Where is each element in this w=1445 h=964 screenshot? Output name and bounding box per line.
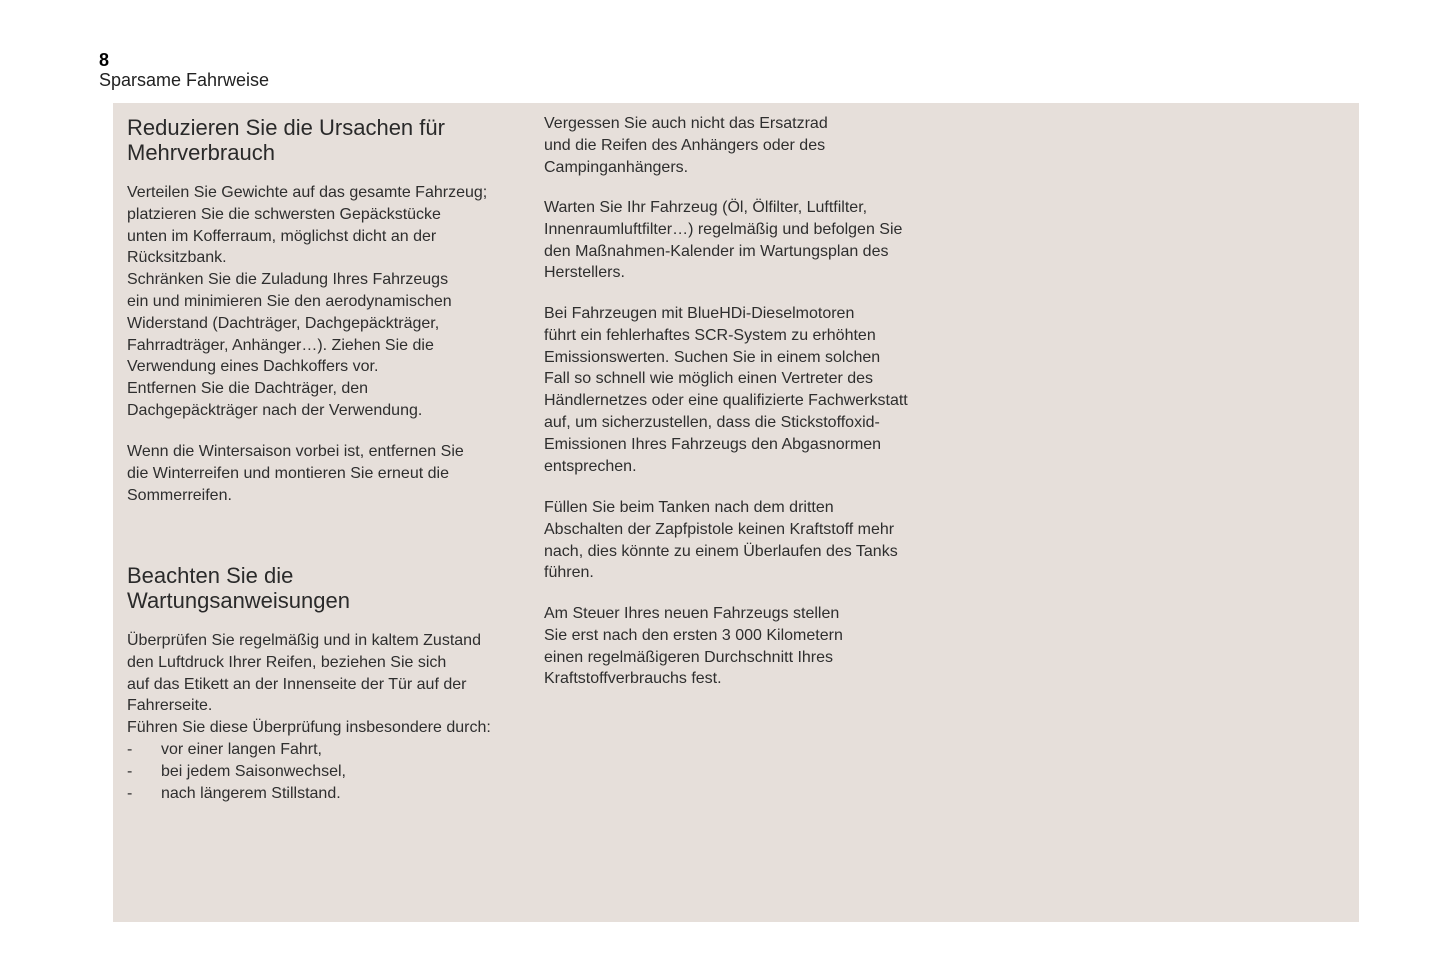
check-occasions-list	[127, 739, 527, 804]
paragraph-service-schedule: Warten Sie Ihr Fahrzeug (Öl, Ölfilter, Luftfilter, Innenraumluftfilter…) regelmäßig und befolgen Sie den Maßnahmen-Kalender im Wartungsplan des Herstellers.	[544, 199, 903, 282]
list-item-text: vor einer langen Fahrt,	[161, 741, 322, 758]
content-panel	[113, 103, 1359, 922]
list-item	[127, 761, 527, 783]
bullet-dash: -	[127, 784, 133, 802]
paragraph-scr-system: Bei Fahrzeugen mit BlueHDi-Dieselmotoren führt ein fehlerhaftes SCR-System zu erhöhten Emissionswerten. Suchen Sie in einem solchen Fall so schnell wie möglich einen Vertreter des Händlernetzes oder eine qualifizierte Fachwerkstatt auf, um sicherzustellen, dass die Stickstoffoxid- Emissionen Ihres Fahrzeugs den Abgasnormen entsprechen.	[544, 305, 908, 475]
heading-reduce-consumption: Reduzieren Sie die Ursachen für Mehrverbrauch	[127, 115, 445, 165]
bullet-dash: -	[127, 741, 133, 758]
paragraph-tyre-pressure: Überprüfen Sie regelmäßig und in kaltem Zustand den Luftdruck Ihrer Reifen, beziehen Sie sich auf das Etikett an der Innenseite der Tür auf der Fahrerseite. Führen Sie diese Überprüfung insbesondere durch:	[127, 632, 491, 737]
paragraph-weight-distribution: Verteilen Sie Gewichte auf das gesamte Fahrzeug; platzieren Sie die schwersten Gepäckstücke unten im Kofferraum, möglichst dicht an der Rücksitzbank. Schränken Sie die Zuladung Ihres Fahrzeugs ein und minimieren Sie den aerodynamischen Widerstand (Dachträger, Dachgepäckträger, Fahrradträger, Anhänger…). Ziehen Sie die Verwendung eines Dachkoffers vor. Entfernen Sie die Dachträger, den Dachgepäckträger nach der Verwendung.	[127, 184, 488, 419]
heading-maintenance: Beachten Sie die Wartungsanweisungen	[127, 563, 350, 613]
list-item-text: nach längerem Stillstand.	[161, 784, 341, 802]
page-section-title: Sparsame Fahrweise	[99, 70, 270, 90]
bullet-dash: -	[127, 762, 133, 780]
list-item-text: bei jedem Saisonwechsel,	[161, 762, 346, 780]
page-number: 8	[99, 50, 110, 70]
paragraph-refuelling: Füllen Sie beim Tanken nach dem dritten Abschalten der Zapfpistole keinen Kraftstoff mehr nach, dies könnte zu einem Überlaufen des Tanks führen.	[544, 499, 898, 582]
paragraph-run-in: Am Steuer Ihres neuen Fahrzeugs stellen Sie erst nach den ersten 3 000 Kilometern einen regelmäßigeren Durchschnitt Ihres Kraftstoffverbrauchs fest.	[544, 605, 843, 688]
list-item	[127, 739, 527, 761]
list-item	[127, 783, 527, 805]
paragraph-spare-wheel: Vergessen Sie auch nicht das Ersatzrad und die Reifen des Anhängers oder des Campinganhängers.	[544, 115, 828, 176]
paragraph-winter-tyres: Wenn die Wintersaison vorbei ist, entfernen Sie die Winterreifen und montieren Sie erneut die Sommerreifen.	[127, 443, 464, 504]
